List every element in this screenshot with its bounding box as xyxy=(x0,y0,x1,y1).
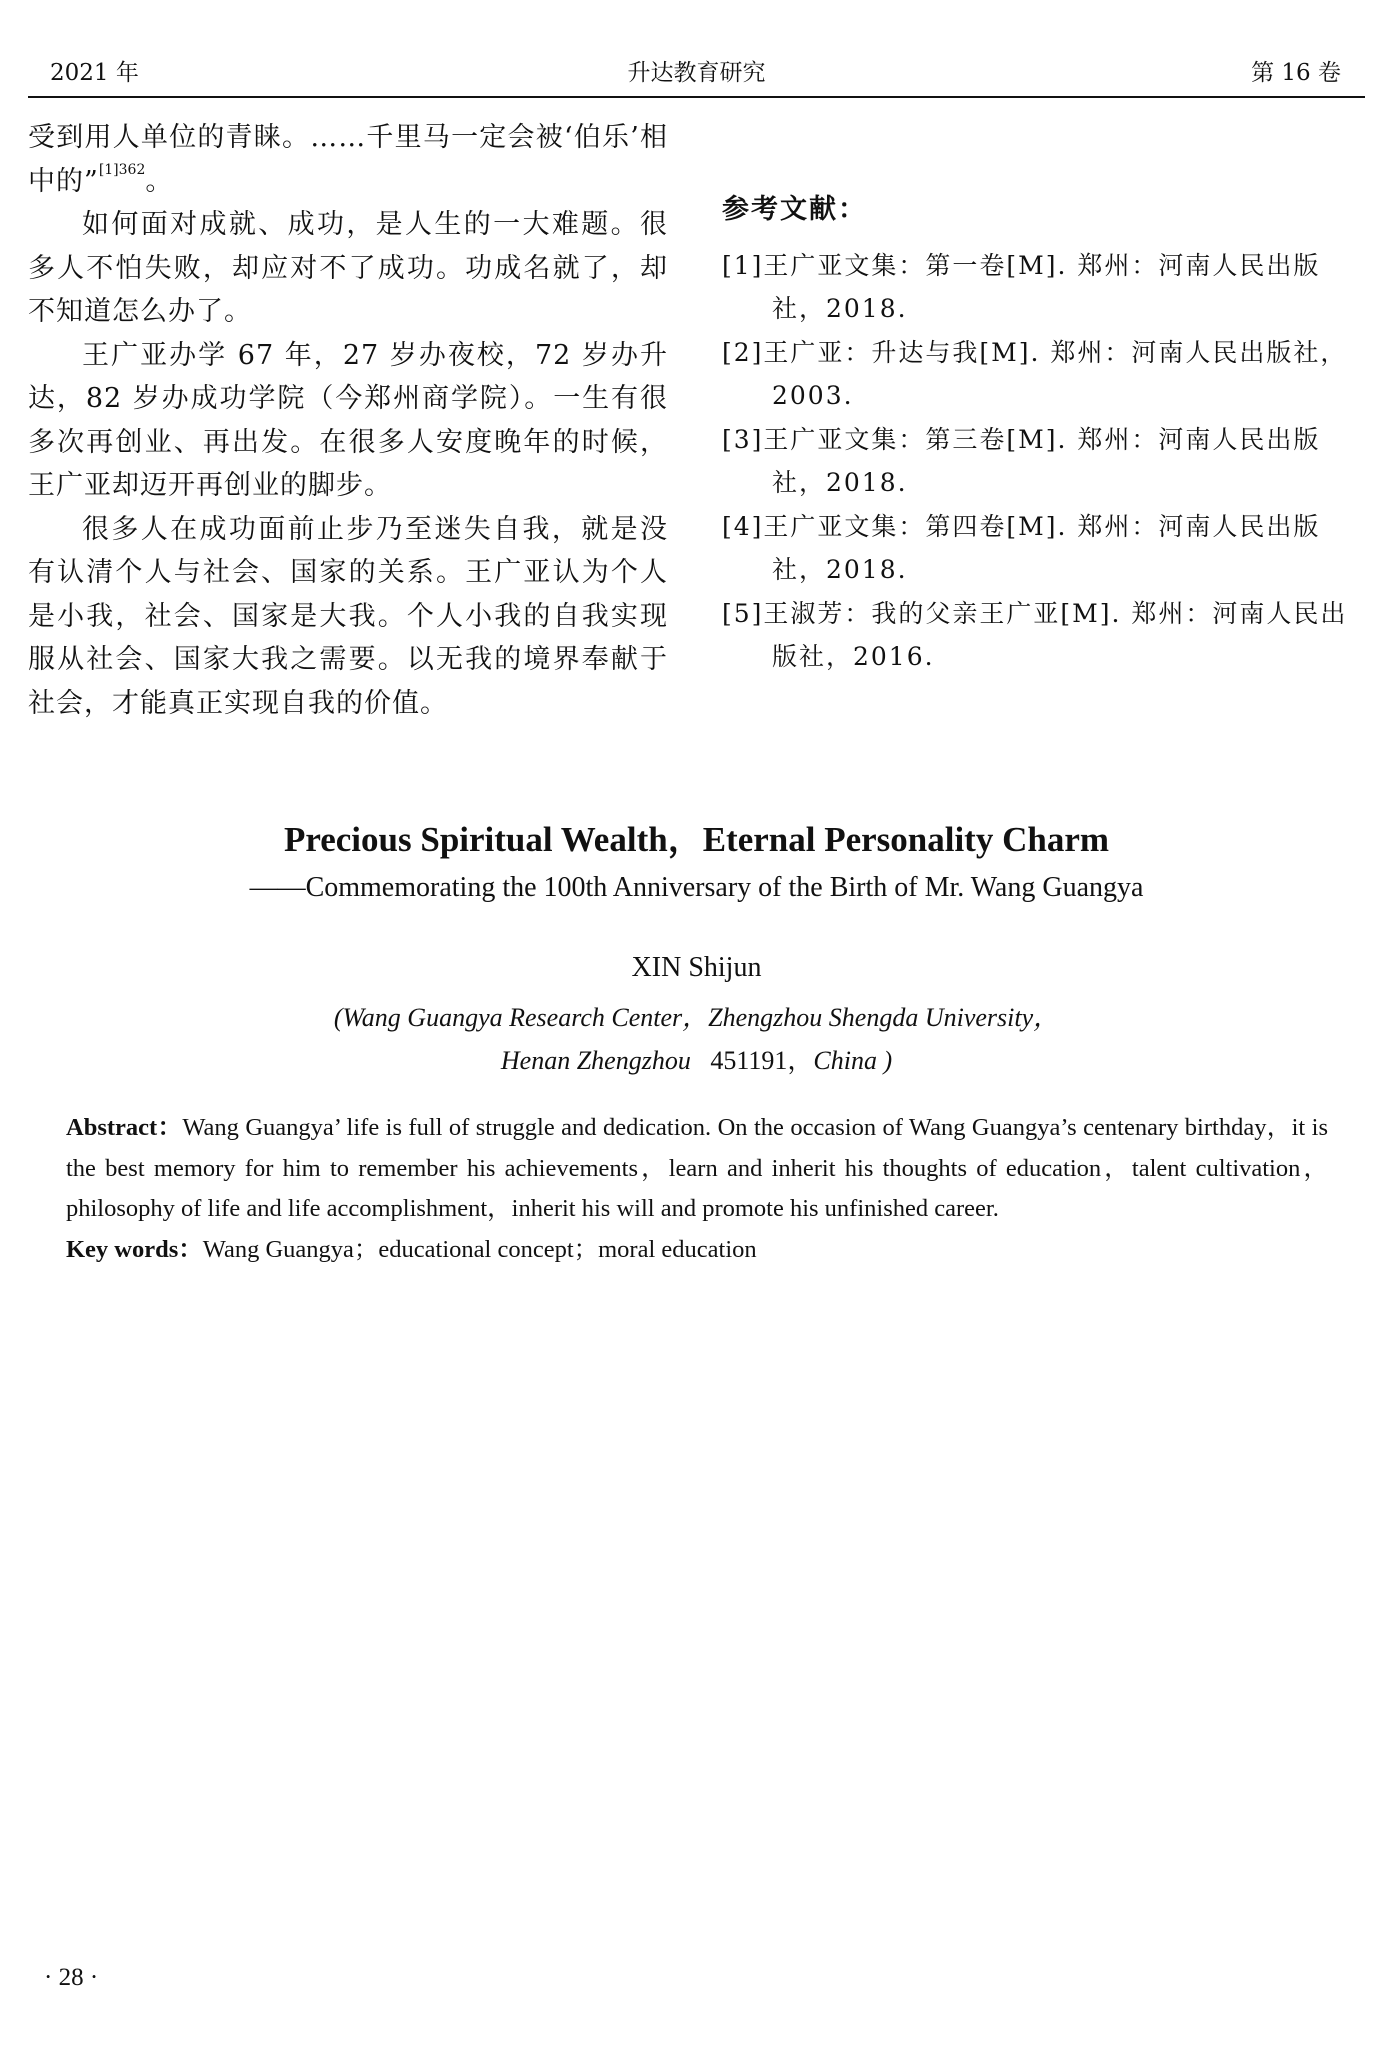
header-volume: 第 16 卷 xyxy=(1251,60,1341,86)
reference-item: [3]王广亚文集：第三卷[M]. 郑州：河南人民出版社，2018. xyxy=(722,424,1321,497)
reference-item: [1]王广亚文集：第一卷[M]. 郑州：河南人民出版社，2018. xyxy=(722,250,1321,323)
references-section xyxy=(722,178,1362,679)
references-heading: 参考文献： xyxy=(722,194,867,225)
paragraph: 王广亚办学 67 年，27 岁办夜校，72 岁办升达，82 岁办成功学院（今郑州商学院）。一生有很多次再创业、再出发。在很多人安度晚年的时候，王广亚却迈开再创业的脚步。 xyxy=(28,339,668,501)
abstract-label: Abstract： xyxy=(66,1114,183,1141)
english-author: XIN Shijun xyxy=(631,952,762,983)
reference-item: [2]王广亚：升达与我[M]. 郑州：河南人民出版社，2003. xyxy=(722,337,1348,410)
paragraph-continued: 受到用人单位的青睐。……千里马一定会被‘伯乐’相中的”$^{[1]362}$。 xyxy=(28,122,668,197)
paragraph: 如何面对成就、成功，是人生的一大难题。很多人不怕失败，却应对不了成功。功成名就了，却不知道怎么办了。 xyxy=(28,209,668,327)
affiliation-line-1: (Wang Guangya Research Center，Zhengzhou Shengda University， xyxy=(333,1003,1060,1032)
english-abstract xyxy=(66,1108,1328,1270)
header-journal-title: 升达教育研究 xyxy=(627,60,766,86)
english-affiliation xyxy=(0,996,1393,1082)
keywords-label: Key words： xyxy=(66,1235,203,1263)
keywords-text: Wang Guangya；educational concept；moral education xyxy=(202,1235,757,1263)
affiliation-line-2: Henan Zhengzhou 451191，China ) xyxy=(500,1046,893,1075)
reference-item: [5]王淑芳：我的父亲王广亚[M]. 郑州：河南人民出版社，2016. xyxy=(722,598,1348,671)
citation-marker: [1]362 xyxy=(98,161,146,178)
body-text-column xyxy=(28,116,668,725)
keywords-line xyxy=(66,1230,1328,1271)
header-year: 2021 年 xyxy=(50,60,139,86)
reference-item: [4]王广亚文集：第四卷[M]. 郑州：河南人民出版社，2018. xyxy=(722,511,1321,584)
abstract-text: Wang Guangya’ life is full of struggle and dedication. On the occasion of Wang Guangya’s centenary birthday，it is the best memory for him to remember his achievements，learn and inherit his thoughts of education，talent cultivation，philosophy of life and life accomplishment，inherit his will and promote his unfinished career. xyxy=(66,1114,1329,1222)
page-number: · 28 · xyxy=(44,1964,99,1991)
paragraph: 很多人在成功面前止步乃至迷失自我，就是没有认清个人与社会、国家的关系。王广亚认为个人是小我，社会、国家是大我。个人小我的自我实现服从社会、国家大我之需要。以无我的境界奉献于社会，才能真正实现自我的价值。 xyxy=(28,513,668,719)
abstract-paragraph xyxy=(66,1108,1328,1230)
running-header xyxy=(28,54,1365,98)
english-title: Precious Spiritual Wealth，Eternal Personality Charm xyxy=(283,820,1110,859)
english-subtitle: ——Commemorating the 100th Anniversary of the Birth of Mr. Wang Guangya xyxy=(249,872,1144,903)
